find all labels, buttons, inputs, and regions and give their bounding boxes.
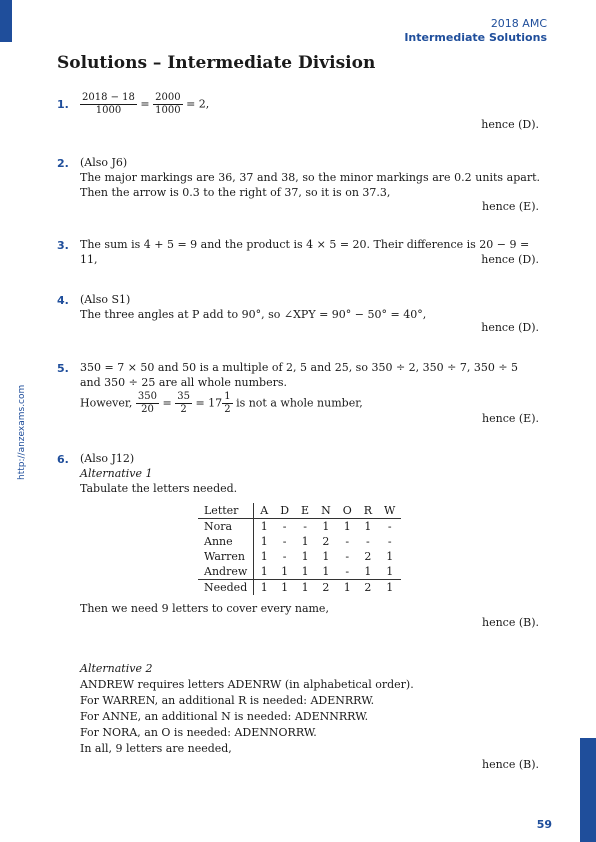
q5-number: 5. <box>57 362 69 375</box>
page-title: Solutions – Intermediate Division <box>57 53 376 73</box>
q6-answer-2: hence (B). <box>481 758 539 771</box>
q1-fraction-2: $\frac{2000}{1000}$ <box>155 92 181 116</box>
q4-answer: hence (D). <box>481 321 539 334</box>
alternative-2-heading: Alternative 2 <box>80 662 153 675</box>
section-label: Intermediate Solutions <box>404 31 547 44</box>
table-total-row: Needed 1 1 1 2 1 2 1 <box>198 580 401 596</box>
footer-accent-bar <box>580 738 596 842</box>
running-header <box>404 16 547 45</box>
q1-answer: hence (D). <box>481 118 539 131</box>
q2-answer: hence (E). <box>482 200 539 213</box>
q5-fraction-2: $\frac{35}{2}$ <box>177 391 190 415</box>
q6-conclusion-1: Then we need 9 letters to cover every name, <box>80 602 329 615</box>
table-row: Nora 1 - - 1 1 1 - <box>198 519 401 535</box>
q6-answer-1: hence (B). <box>481 616 539 629</box>
table-row: Anne 1 - 1 2 - - - <box>198 534 401 549</box>
letters-table <box>198 503 401 595</box>
q6-intro: (Also J12) Alternative 1 Tabulate the letters needed. <box>80 452 238 495</box>
q4-number: 4. <box>57 294 69 307</box>
side-url-link[interactable]: http://anzexams.com <box>17 384 27 480</box>
q5-answer: hence (E). <box>482 412 539 425</box>
header-accent-bar <box>0 0 12 42</box>
q5-text: 350 = 7 × 50 and 50 is a multiple of 2, 5 and 25, so 350 ÷ 2, 350 ÷ 7, 350 ÷ 5 and 350 ÷ 25 are all whole numbers. However, $\frac{350}{20}$ = $\frac{35}{2}$ = 17 $\frac{1}{2}$ is not a whole number, <box>80 361 519 415</box>
page-number: 59 <box>536 818 552 831</box>
q3-number: 3. <box>57 239 69 252</box>
q1-fraction-1: $\frac{2018 - 18}{1000}$ <box>82 92 135 116</box>
q6-number: 6. <box>57 453 69 466</box>
q2-number: 2. <box>57 157 69 170</box>
table-header-row: Letter A D E N O R W <box>198 503 401 519</box>
alternative-1-heading: Alternative 1 <box>80 467 153 480</box>
q5-fraction-1: $\frac{350}{20}$ <box>137 391 158 415</box>
q5-fraction-3: $\frac{1}{2}$ <box>224 391 231 415</box>
q3-text: The sum is 4 + 5 = 9 and the product is 4 × 5 = 20. Their difference is 20 − 9 = 11, <box>80 238 530 266</box>
table-row: Warren 1 - 1 1 - 2 1 <box>198 549 401 564</box>
q6-alternative-2: Alternative 2 ANDREW requires letters ADENRW (in alphabetical order). For WARREN, an additional R is needed: ADENRRW. For ANNE, an additional N is needed: ADENNRRW. For NORA, an O is needed: ADENNORRW. In all, 9 letters are needed, <box>80 662 414 755</box>
q4-text: (Also S1) The three angles at P add to 90°, so ∠XPY = 90° − 50° = 40°, <box>80 293 427 321</box>
q1-text: $\frac{2018 - 18}{1000}$ = $\frac{2000}{1000}$ = 2, <box>82 92 210 116</box>
contest-label: 2018 AMC <box>490 17 547 30</box>
q2-text: (Also J6) The major markings are 36, 37 and 38, so the minor markings are 0.2 units apart. Then the arrow is 0.3 to the right of 37, so it is on 37.3, <box>80 156 540 199</box>
q1-number: 1. <box>57 98 69 111</box>
q3-answer: hence (D). <box>481 253 539 266</box>
table-row: Andrew 1 1 1 1 - 1 1 <box>198 564 401 580</box>
